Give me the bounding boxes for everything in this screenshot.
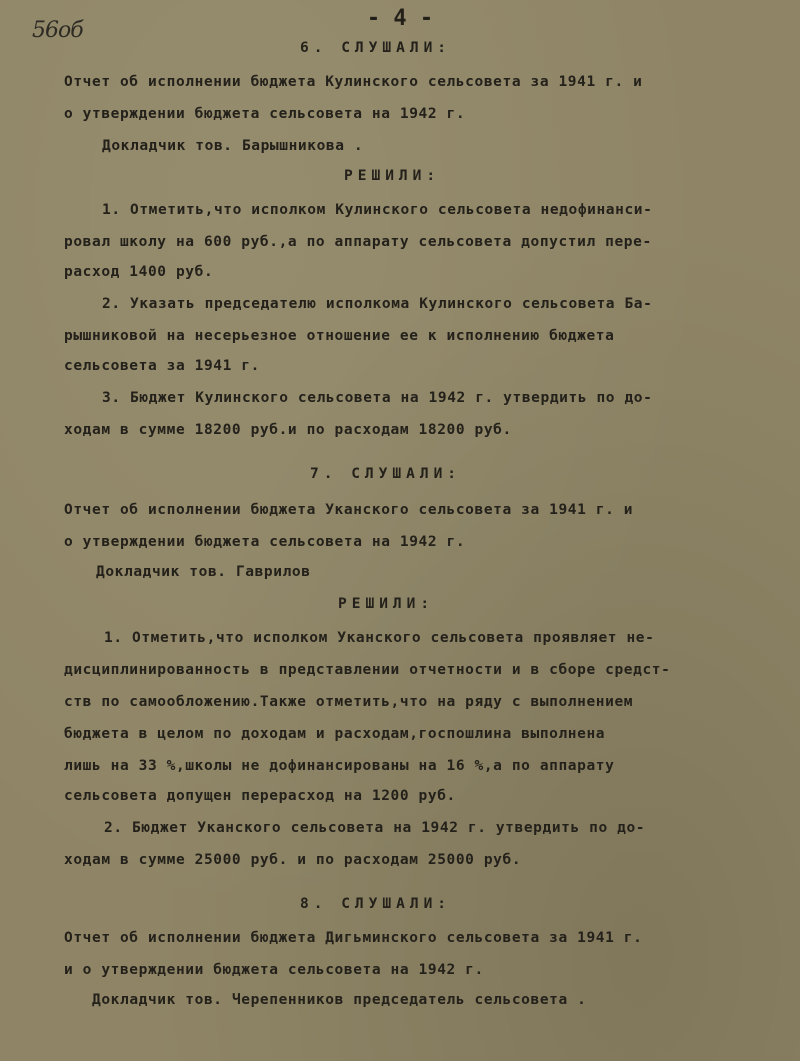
decision-7-line: 2. Бюджет Уканского сельсовета на 1942 г. утвердить по до- <box>104 820 646 836</box>
decision-7-line: 1. Отметить,что исполком Уканского сельсовета проявляет не- <box>104 630 655 646</box>
decision-6-line: расход 1400 руб. <box>64 264 214 280</box>
decision-7-line: ств по самообложению.Также отметить,что на ряду с выполнением <box>64 694 634 710</box>
section-6-heard-heading: 6. СЛУШАЛИ: <box>300 40 452 56</box>
decision-7-line: ходам в сумме 25000 руб. и по расходам 25000 руб. <box>64 852 522 868</box>
decision-6-line: 2. Указать председателю исполкома Кулинского сельсовета Ба- <box>102 296 653 312</box>
decision-7-line: лишь на 33 %,школы не дофинансированы на 16 %,а по аппарату <box>64 758 615 774</box>
section-7-line: Отчет об исполнении бюджета Уканского сельсовета за 1941 г. и <box>64 502 634 518</box>
section-6-decided-heading: РЕШИЛИ: <box>344 168 441 184</box>
decision-6-line: сельсовета за 1941 г. <box>64 358 260 374</box>
section-8-line: и о утверждении бюджета сельсовета на 1942 г. <box>64 962 484 978</box>
section-7-heard-heading: 7. СЛУШАЛИ: <box>310 466 462 482</box>
section-6-line: Отчет об исполнении бюджета Кулинского сельсовета за 1941 г. и <box>64 74 643 90</box>
decision-6-line: ровал школу на 600 руб.,а по аппарату сельсовета допустил пере- <box>64 234 652 250</box>
archive-page-number: 56об <box>32 18 83 43</box>
page-number: - 4 - <box>366 6 434 31</box>
section-7-speaker: Докладчик тов. Гаврилов <box>96 564 311 580</box>
section-6-speaker: Докладчик тов. Барышникова . <box>102 138 364 154</box>
decision-7-line: бюджета в целом по доходам и расходам,госпошлина выполнена <box>64 726 606 742</box>
decision-6-line: рышниковой на несерьезное отношение ее к исполнению бюджета <box>64 328 615 344</box>
decision-6-line: ходам в сумме 18200 руб.и по расходам 18200 руб. <box>64 422 512 438</box>
decision-6-line: 3. Бюджет Кулинского сельсовета на 1942 г. утвердить по до- <box>102 390 653 406</box>
decision-7-line: дисциплинированность в представлении отчетности и в сборе средст- <box>64 662 671 678</box>
decision-7-line: сельсовета допущен перерасход на 1200 руб. <box>64 788 456 804</box>
section-7-line: о утверждении бюджета сельсовета на 1942 г. <box>64 534 466 550</box>
section-6-line: о утверждении бюджета сельсовета на 1942 г. <box>64 106 466 122</box>
section-8-speaker: Докладчик тов. Черепенников председатель сельсовета . <box>92 992 587 1008</box>
section-8-heard-heading: 8. СЛУШАЛИ: <box>300 896 452 912</box>
decision-6-line: 1. Отметить,что исполком Кулинского сельсовета недофинанси- <box>102 202 653 218</box>
section-7-decided-heading: РЕШИЛИ: <box>338 596 435 612</box>
section-8-line: Отчет об исполнении бюджета Дигьминского сельсовета за 1941 г. <box>64 930 643 946</box>
